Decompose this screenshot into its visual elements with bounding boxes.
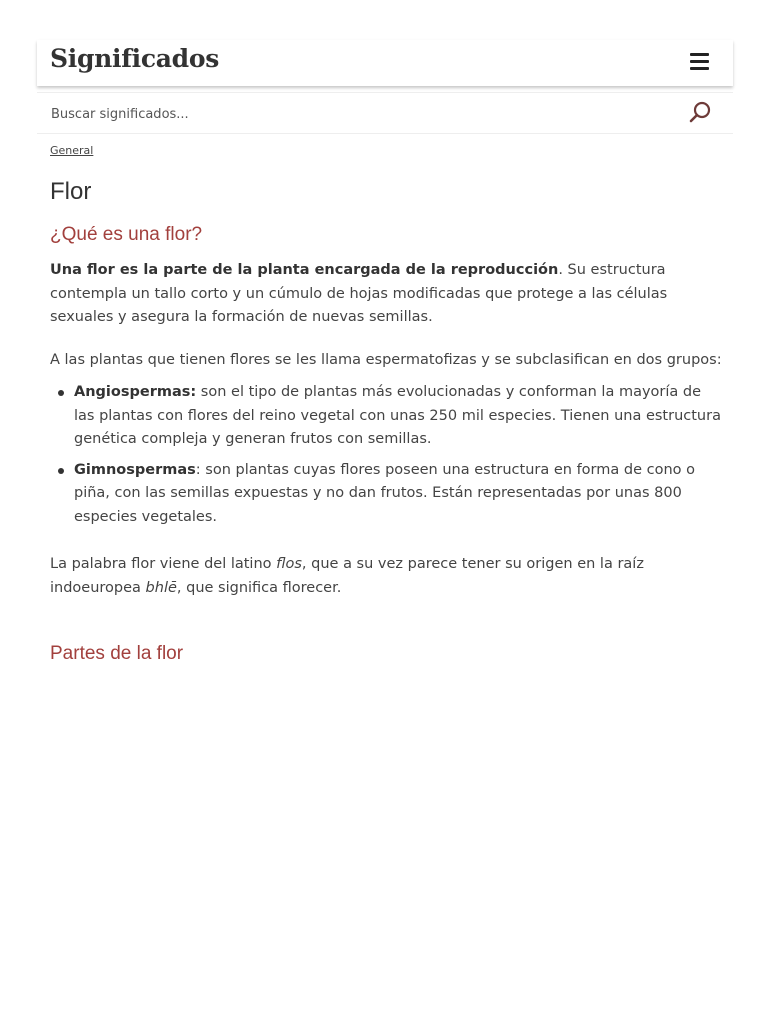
intro-paragraph bbox=[50, 259, 722, 330]
site-logo[interactable]: Significados bbox=[50, 44, 220, 73]
list-item-text: : son plantas cuyas flores poseen una estructura en forma de cono o piña, con las semillas expuestas y no dan frutos. Están representadas por unas 800 especies vegetales. bbox=[74, 461, 695, 525]
page-title: Flor bbox=[50, 178, 92, 205]
list-item-term: Gimnospermas bbox=[74, 461, 196, 478]
list-item-term: Angiospermas: bbox=[74, 384, 197, 400]
site-header bbox=[37, 40, 733, 86]
section-heading-que-es: ¿Qué es una flor? bbox=[50, 224, 203, 245]
intro-text: . Su estructura contempla un tallo corto y un cúmulo de hojas modificadas que protege a las células sexuales y asegura la formación de nuevas semillas. bbox=[50, 262, 668, 325]
search-bar bbox=[37, 92, 733, 134]
section-heading-partes: Partes de la flor bbox=[50, 643, 184, 664]
etymology-text: , que a su vez parece tener su origen en la raíz indoeuropea bbox=[50, 556, 644, 596]
etymology-term-bhle: bhlē bbox=[145, 579, 177, 596]
list-item bbox=[50, 381, 722, 452]
hamburger-menu-icon[interactable] bbox=[690, 53, 709, 70]
intro-bold-text: Una flor es la parte de la planta encargada de la reproducción bbox=[50, 262, 559, 278]
search-input[interactable] bbox=[49, 99, 673, 129]
etymology-text: La palabra flor viene del latino bbox=[50, 556, 277, 572]
breadcrumb-general[interactable]: General bbox=[50, 144, 94, 157]
search-icon[interactable] bbox=[687, 100, 713, 126]
etymology-term-flos: flos bbox=[276, 556, 302, 572]
groups-intro-paragraph: A las plantas que tienen flores se les llama espermatofizas y se subclasifican en dos grupos: bbox=[50, 352, 722, 368]
plant-groups-list bbox=[50, 381, 722, 536]
list-item bbox=[50, 459, 722, 530]
etymology-paragraph bbox=[50, 553, 722, 600]
etymology-text: , que significa florecer. bbox=[176, 579, 342, 596]
list-item-text: son el tipo de plantas más evolucionadas y conforman la mayoría de las plantas con flores del reino vegetal con unas 250 mil especies. Tienen una estructura genética compleja y generan frutos con semillas. bbox=[74, 384, 721, 447]
